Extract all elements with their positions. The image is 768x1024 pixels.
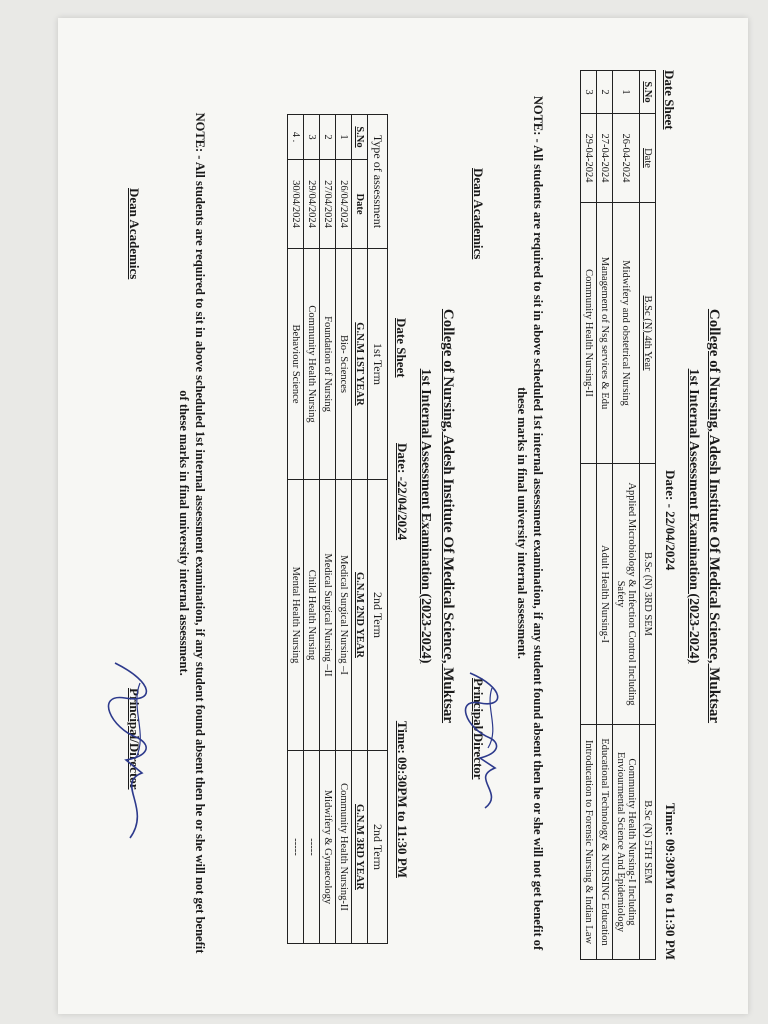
doc2-exam-title: 1st Internal Assessment Examination (2023-2024): [418, 368, 433, 664]
header-bsc-3rd-sem: B.Sc (N) 3RD SEM: [640, 464, 656, 725]
cell-subject: Applied Microbiology & Infection Control Including Safety: [613, 464, 640, 725]
doc2-date-row: [392, 318, 410, 878]
table-row: [613, 71, 640, 960]
cell-subject: -----: [288, 751, 304, 944]
cell-subject: Behaviour Science: [288, 249, 304, 480]
doc1-date-row: [660, 70, 678, 960]
doc2-date-sheet-label: Date Sheet: [394, 318, 409, 378]
header-date: Date: [640, 114, 656, 203]
header-gnm-2nd-year: G.N.M 2ND YEAR: [352, 480, 368, 751]
table-type-row: [368, 115, 388, 944]
cell-subject: Foundation of Nursing: [320, 249, 336, 480]
cell-sno: 1: [613, 71, 640, 114]
cell-date: 27-04-2024: [597, 114, 613, 203]
header-sno: S.No: [640, 71, 656, 114]
header-gnm-1st-year: G.N.M 1ST YEAR: [352, 249, 368, 480]
doc1-date: Date: - 22/04/2024: [663, 470, 678, 571]
type-of-assessment-label: Type of assessment: [368, 115, 388, 249]
table-row: [304, 115, 320, 944]
cell-subject: Community Health Nursing: [304, 249, 320, 480]
cell-subject: Adult Health Nursing-I: [597, 464, 613, 725]
cell-sno: 2: [597, 71, 613, 114]
cell-date: 26/04/2024: [336, 160, 352, 249]
doc2-college-title: College of Nursing, Adesh Institute Of Medical Science, Muktsar: [440, 308, 456, 724]
cell-subject: Child Health Nursing: [304, 480, 320, 751]
doc2-note: NOTE: - All students are required to sit in above scheduled 1st internal assessment examination, if any student found absent then he or she will not get benefit of these marks in final university internal assessment.: [177, 112, 207, 954]
header-gnm-3rd-year: G.N.M 3RD YEAR: [352, 751, 368, 944]
table-row: [336, 115, 352, 944]
doc1-exam-title: 1st Internal Assessment Examination (2023-2024): [686, 368, 701, 664]
cell-date: 29-04-2024: [581, 114, 597, 203]
cell-date: 29/04/2024: [304, 160, 320, 249]
header-sno: S.No: [352, 115, 368, 160]
cell-subject: Mental Health Nursing: [288, 480, 304, 751]
table-row: [320, 115, 336, 944]
cell-sno: 4 .: [288, 115, 304, 160]
cell-subject: Bio- Sciences: [336, 249, 352, 480]
doc1-date-sheet-label: Date Sheet: [662, 70, 677, 130]
rotated-page: [58, 18, 748, 1014]
doc2-date: Date: -22/04/2024: [395, 443, 410, 541]
cell-subject: Medical Surgical Nursing –II: [320, 480, 336, 751]
table-row: [597, 71, 613, 960]
doc2-signature-icon: [100, 658, 160, 848]
cell-subject: -----: [304, 751, 320, 944]
cell-sno: 3: [304, 115, 320, 160]
cell-subject: Community Health Nursing-I Including Enviourmental Science And Epidemiology: [613, 725, 640, 960]
doc1-header: [685, 18, 722, 1014]
cell-date: 26-04-2024: [613, 114, 640, 203]
cell-subject: [581, 464, 597, 725]
term-1st: 1st Term: [368, 249, 388, 480]
cell-sno: 1: [336, 115, 352, 160]
cell-subject: Educational Technology & NURSING Education: [597, 725, 613, 960]
doc1-signature-icon: [460, 668, 510, 818]
cell-sno: 3: [581, 71, 597, 114]
doc1-time: Time: 09:30PM to 11:30 PM: [663, 802, 678, 960]
cell-date: 30/04/2024: [288, 160, 304, 249]
doc2-table: [287, 114, 388, 944]
term-2nd-third-year: 2nd Term: [368, 751, 388, 944]
doc2-header: [417, 18, 456, 1014]
cell-subject: Community Health Nursing-II: [336, 751, 352, 944]
doc2-principal-signature-label: Principal/Director: [127, 688, 142, 790]
cell-subject: Midwifery and obstetrical Nursing: [613, 203, 640, 464]
doc1-dean-signature-label: Dean Academics: [471, 168, 486, 260]
header-bsc-4th-year: B.Sc (N) 4th Year: [640, 203, 656, 464]
cell-subject: Introducation to Forensic Nursing & Indian Law: [581, 725, 597, 960]
header-date: Date: [352, 160, 368, 249]
cell-subject: Medical Surgical Nursing –I: [336, 480, 352, 751]
cell-sno: 2: [320, 115, 336, 160]
table-header-row: [640, 71, 656, 960]
doc1-table: [580, 70, 656, 960]
header-bsc-5th-sem: B.Sc (N) 5TH SEM: [640, 725, 656, 960]
cell-date: 27/04/2024: [320, 160, 336, 249]
doc1-note: NOTE: - All students are required to sit in above scheduled 1st internal assessment examination, if any student found absent then he or she will not get benefit of these marks in final university internal assessment.: [515, 95, 545, 951]
table-row: [288, 115, 304, 944]
cell-subject: Community Health Nursing-II: [581, 203, 597, 464]
cell-subject: Management of Nsg services & Edu: [597, 203, 613, 464]
doc1-college-title: College of Nursing, Adesh Institute Of Medical Science, Muktsar: [706, 308, 722, 724]
doc2-time: Time: 09:30PM to 11:30 PM: [395, 720, 410, 878]
term-2nd: 2nd Term: [368, 480, 388, 751]
table-row: [581, 71, 597, 960]
cell-subject: Midwifery & Gynaecology: [320, 751, 336, 944]
table-header-row: [352, 115, 368, 944]
doc1-principal-signature-label: Principal/Director: [471, 678, 486, 780]
doc2-dean-signature-label: Dean Academics: [127, 188, 142, 280]
